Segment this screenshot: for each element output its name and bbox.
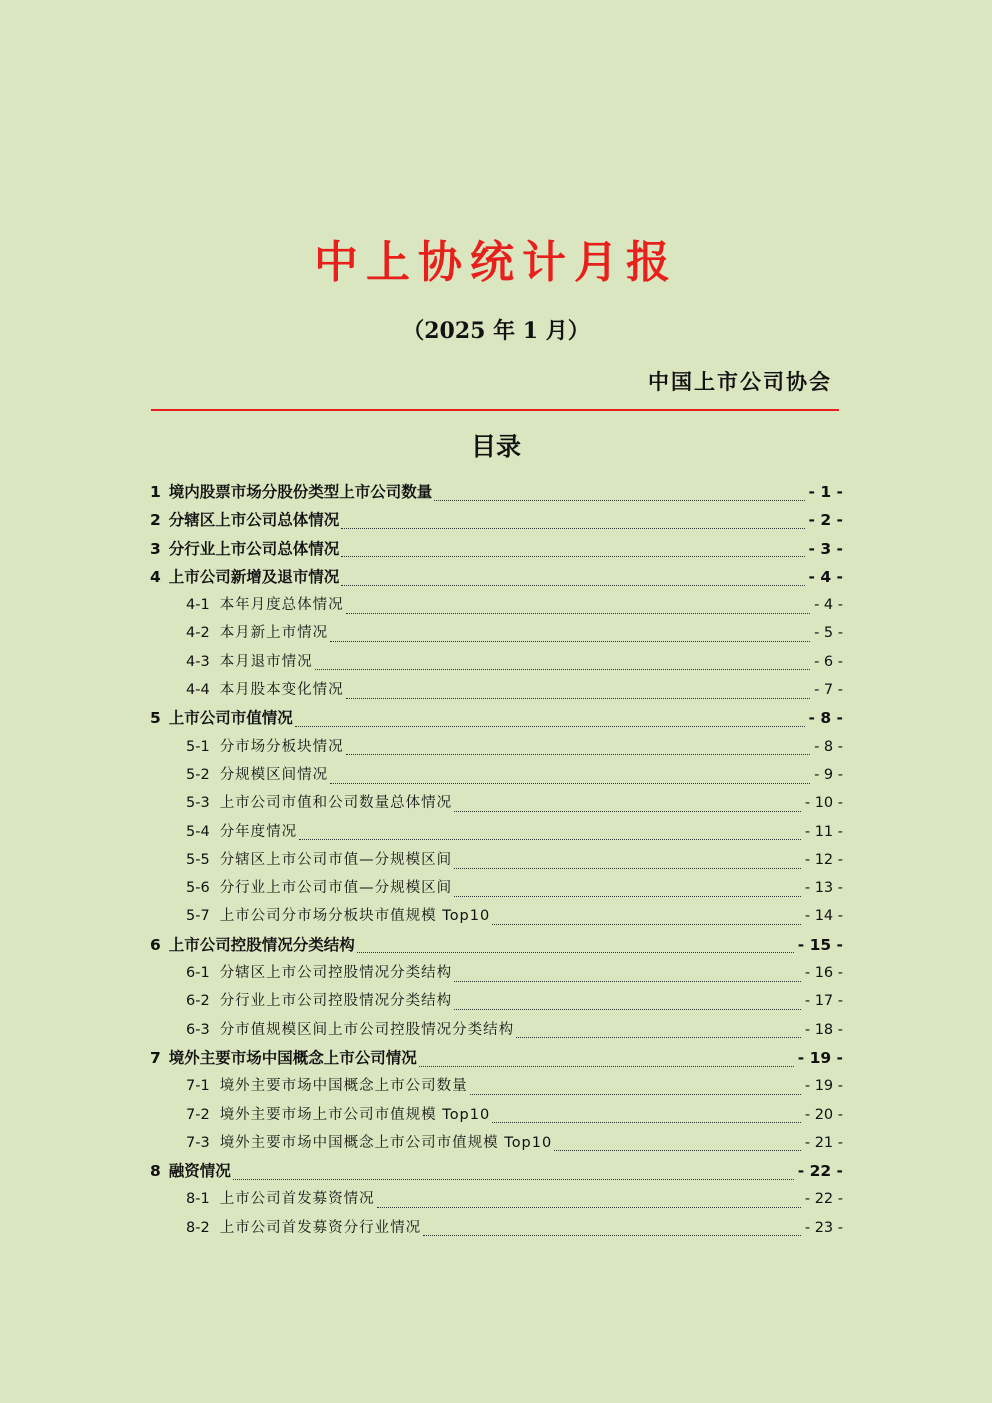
report-title: 中上协统计月报 xyxy=(314,237,678,288)
toc-dot-leader xyxy=(299,839,801,840)
toc-entry-number: 5-5 xyxy=(186,851,210,868)
toc-subsection[interactable] xyxy=(150,1072,843,1100)
toc-dot-leader xyxy=(330,641,810,642)
toc-page-number: - 23 - xyxy=(804,1219,843,1236)
toc-page-number: - 17 - xyxy=(804,993,843,1010)
toc-entry-title: 上市公司控股情况分类结构 xyxy=(168,935,355,954)
toc-subsection[interactable] xyxy=(150,676,843,704)
toc-page-number: - 2 - xyxy=(808,511,843,530)
toc-entry-title: 分行业上市公司市值—分规模区间 xyxy=(219,880,453,897)
toc-section[interactable] xyxy=(150,506,843,534)
toc-dot-leader xyxy=(419,1066,794,1067)
toc-entry-title: 境外主要市场中国概念上市公司情况 xyxy=(168,1048,417,1067)
toc-dot-leader xyxy=(454,868,801,869)
toc-entry-title: 本月新上市情况 xyxy=(219,625,329,642)
toc-page-number: - 16 - xyxy=(804,965,843,982)
toc-entry-number: 3 xyxy=(150,539,161,558)
toc-entry-number: 1 xyxy=(150,483,161,501)
toc-section[interactable] xyxy=(150,1157,843,1185)
toc-entry-title: 上市公司新增及退市情况 xyxy=(168,567,340,586)
toc-page-number: - 11 - xyxy=(804,823,843,840)
toc-entry-number: 5 xyxy=(150,709,161,728)
toc-entry-number: 5-7 xyxy=(186,908,210,925)
toc-entry-number: 7-2 xyxy=(186,1106,210,1123)
toc-dot-leader xyxy=(233,1179,794,1180)
toc-entry-number: 5-1 xyxy=(186,738,210,755)
toc-entry-title: 上市公司首发募资分行业情况 xyxy=(219,1219,422,1236)
table-of-contents xyxy=(150,478,843,1242)
toc-subsection[interactable] xyxy=(150,1101,843,1129)
toc-section[interactable] xyxy=(150,704,843,732)
toc-subsection[interactable] xyxy=(150,902,843,930)
toc-section[interactable] xyxy=(150,1044,843,1072)
toc-subsection[interactable] xyxy=(150,874,843,902)
toc-subsection[interactable] xyxy=(150,1016,843,1044)
toc-entry-number: 2 xyxy=(150,511,161,530)
toc-section[interactable] xyxy=(150,563,843,591)
toc-dot-leader xyxy=(341,585,804,586)
toc-entry-title: 分辖区上市公司市值—分规模区间 xyxy=(219,851,453,868)
toc-page-number: - 21 - xyxy=(804,1134,843,1151)
toc-dot-leader xyxy=(346,754,810,755)
toc-page-number: - 3 - xyxy=(808,539,843,558)
toc-entry-number: 8-2 xyxy=(186,1219,210,1236)
toc-dot-leader xyxy=(554,1150,801,1151)
toc-dot-leader xyxy=(346,613,810,614)
report-period: （2025 年 1 月） xyxy=(402,318,590,344)
toc-entry-number: 8 xyxy=(150,1162,161,1181)
toc-entry-number: 5-2 xyxy=(186,766,210,783)
toc-page-number: - 18 - xyxy=(804,1021,843,1038)
toc-entry-number: 6-3 xyxy=(186,1021,210,1038)
toc-page-number: - 22 - xyxy=(797,1162,843,1181)
toc-page-number: - 10 - xyxy=(804,795,843,812)
toc-dot-leader xyxy=(357,952,794,953)
toc-entry-number: 6-2 xyxy=(186,993,210,1010)
organization-name: 中国上市公司协会 xyxy=(648,369,832,394)
toc-subsection[interactable] xyxy=(150,846,843,874)
toc-entry-number: 4-2 xyxy=(186,625,210,642)
toc-subsection[interactable] xyxy=(150,818,843,846)
toc-subsection[interactable] xyxy=(150,1214,843,1242)
toc-entry-title: 境外主要市场上市公司市值规模 Top10 xyxy=(219,1106,491,1123)
toc-dot-leader xyxy=(341,556,804,557)
toc-entry-title: 境内股票市场分股份类型上市公司数量 xyxy=(168,483,433,501)
toc-page-number: - 19 - xyxy=(804,1078,843,1095)
header-divider xyxy=(151,409,839,411)
toc-page-number: - 7 - xyxy=(814,682,843,699)
toc-dot-leader xyxy=(315,669,810,670)
toc-entry-title: 上市公司市值情况 xyxy=(168,709,293,728)
toc-subsection[interactable] xyxy=(150,648,843,676)
toc-dot-leader xyxy=(434,500,804,501)
toc-entry-title: 分辖区上市公司控股情况分类结构 xyxy=(219,965,453,982)
toc-entry-title: 分市值规模区间上市公司控股情况分类结构 xyxy=(219,1021,515,1038)
toc-dot-leader xyxy=(470,1094,801,1095)
toc-subsection[interactable] xyxy=(150,619,843,647)
toc-entry-number: 4-3 xyxy=(186,653,210,670)
toc-dot-leader xyxy=(492,1122,801,1123)
toc-subsection[interactable] xyxy=(150,1185,843,1213)
toc-subsection[interactable] xyxy=(150,789,843,817)
toc-entry-title: 境外主要市场中国概念上市公司数量 xyxy=(219,1078,468,1095)
toc-subsection[interactable] xyxy=(150,987,843,1015)
toc-section[interactable] xyxy=(150,478,843,506)
toc-entry-title: 境外主要市场中国概念上市公司市值规模 Top10 xyxy=(219,1134,553,1151)
toc-entry-number: 5-4 xyxy=(186,823,210,840)
toc-subsection[interactable] xyxy=(150,761,843,789)
toc-page-number: - 13 - xyxy=(804,880,843,897)
toc-dot-leader xyxy=(423,1235,801,1236)
toc-dot-leader xyxy=(341,528,804,529)
toc-dot-leader xyxy=(295,726,805,727)
toc-subsection[interactable] xyxy=(150,1129,843,1157)
toc-page-number: - 8 - xyxy=(808,709,843,728)
toc-page-number: - 4 - xyxy=(814,597,843,614)
toc-section[interactable] xyxy=(150,931,843,959)
toc-entry-number: 8-1 xyxy=(186,1191,210,1208)
toc-entry-number: 4 xyxy=(150,567,161,586)
toc-entry-number: 7-1 xyxy=(186,1078,210,1095)
toc-dot-leader xyxy=(377,1207,801,1208)
toc-dot-leader xyxy=(492,924,801,925)
toc-entry-title: 分辖区上市公司总体情况 xyxy=(168,511,340,530)
toc-page-number: - 5 - xyxy=(814,625,843,642)
toc-page-number: - 9 - xyxy=(814,766,843,783)
toc-page-number: - 6 - xyxy=(814,653,843,670)
toc-subsection[interactable] xyxy=(150,733,843,761)
toc-section[interactable] xyxy=(150,535,843,563)
toc-dot-leader xyxy=(330,783,810,784)
toc-entry-title: 分年度情况 xyxy=(219,823,298,840)
toc-entry-number: 7 xyxy=(150,1048,161,1067)
toc-entry-number: 6-1 xyxy=(186,965,210,982)
toc-entry-title: 分市场分板块情况 xyxy=(219,738,344,755)
toc-entry-title: 分规模区间情况 xyxy=(219,766,329,783)
toc-page-number: - 14 - xyxy=(804,908,843,925)
toc-dot-leader xyxy=(454,981,801,982)
toc-heading: 目录 xyxy=(470,432,521,461)
toc-dot-leader xyxy=(516,1037,801,1038)
toc-page-number: - 1 - xyxy=(808,483,843,501)
toc-entry-title: 上市公司分市场分板块市值规模 Top10 xyxy=(219,908,491,925)
toc-page-number: - 12 - xyxy=(804,851,843,868)
toc-entry-title: 分行业上市公司控股情况分类结构 xyxy=(219,993,453,1010)
toc-page-number: - 8 - xyxy=(814,738,843,755)
toc-page-number: - 22 - xyxy=(804,1191,843,1208)
toc-entry-number: 7-3 xyxy=(186,1134,210,1151)
toc-entry-title: 融资情况 xyxy=(168,1162,231,1181)
toc-entry-number: 6 xyxy=(150,935,161,954)
toc-dot-leader xyxy=(454,896,801,897)
toc-entry-number: 5-6 xyxy=(186,880,210,897)
toc-entry-title: 上市公司首发募资情况 xyxy=(219,1191,375,1208)
toc-entry-title: 本月股本变化情况 xyxy=(219,682,344,699)
toc-page-number: - 20 - xyxy=(804,1106,843,1123)
toc-dot-leader xyxy=(454,811,801,812)
toc-entry-title: 本月退市情况 xyxy=(219,653,313,670)
toc-page-number: - 19 - xyxy=(797,1048,843,1067)
toc-entry-title: 本年月度总体情况 xyxy=(219,597,344,614)
toc-entry-title: 上市公司市值和公司数量总体情况 xyxy=(219,795,453,812)
toc-page-number: - 4 - xyxy=(808,567,843,586)
toc-dot-leader xyxy=(454,1009,801,1010)
toc-subsection[interactable] xyxy=(150,591,843,619)
toc-dot-leader xyxy=(346,698,810,699)
toc-subsection[interactable] xyxy=(150,959,843,987)
toc-entry-title: 分行业上市公司总体情况 xyxy=(168,539,340,558)
toc-entry-number: 4-1 xyxy=(186,597,210,614)
toc-entry-number: 4-4 xyxy=(186,682,210,699)
toc-entry-number: 5-3 xyxy=(186,795,210,812)
toc-page-number: - 15 - xyxy=(797,935,843,954)
